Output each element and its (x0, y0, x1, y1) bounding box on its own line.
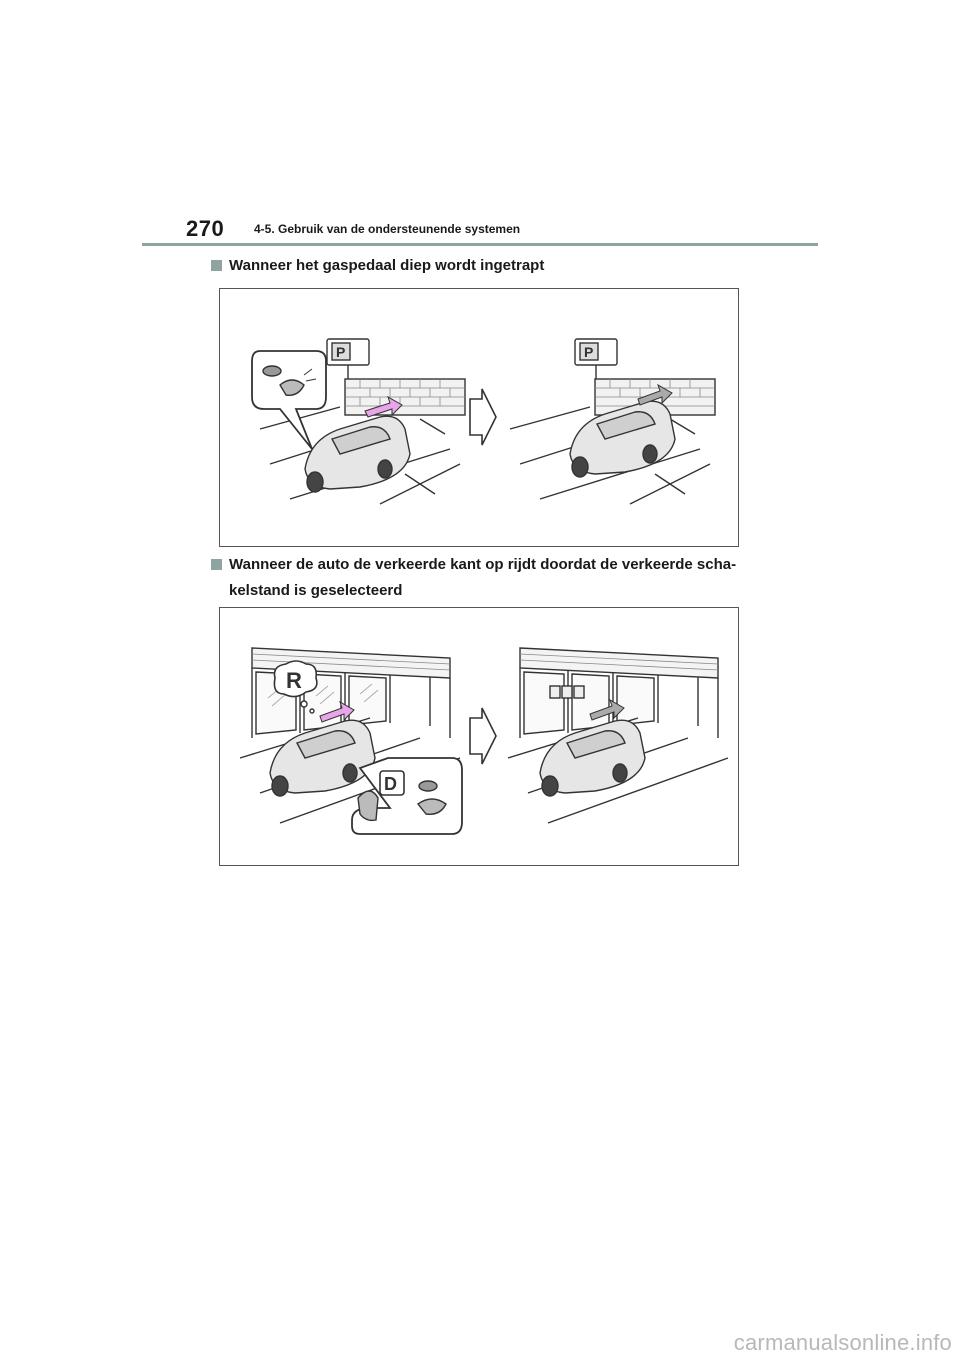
chapter-title: 4-5. Gebruik van de ondersteunende systemen (254, 222, 521, 236)
shift-r-label: R (286, 668, 302, 693)
svg-text:P: P (336, 344, 346, 360)
figure-wrong-gear (219, 607, 739, 866)
heading-text: Wanneer de auto de verkeerde kant op rijdt doordat de verkeerde scha-kelstand is geselecteerd (229, 556, 737, 599)
heading-text: Wanneer het gaspedaal diep wordt ingetrapt (229, 257, 545, 274)
watermark: carmanualsonline.info (733, 1330, 952, 1355)
shift-d-label: D (384, 774, 397, 794)
section-heading-accelerator (211, 253, 751, 279)
illustration-parking-lot-forward (220, 289, 738, 546)
svg-text:P: P (584, 344, 594, 360)
illustration-storefront-reverse (220, 608, 738, 865)
page-number: 270 (186, 216, 225, 241)
square-bullet-icon (211, 559, 222, 570)
square-bullet-icon (211, 260, 222, 271)
figure-accelerator-pressed (219, 288, 739, 547)
header-divider (142, 243, 818, 246)
section-heading-wrong-gear (211, 552, 751, 604)
